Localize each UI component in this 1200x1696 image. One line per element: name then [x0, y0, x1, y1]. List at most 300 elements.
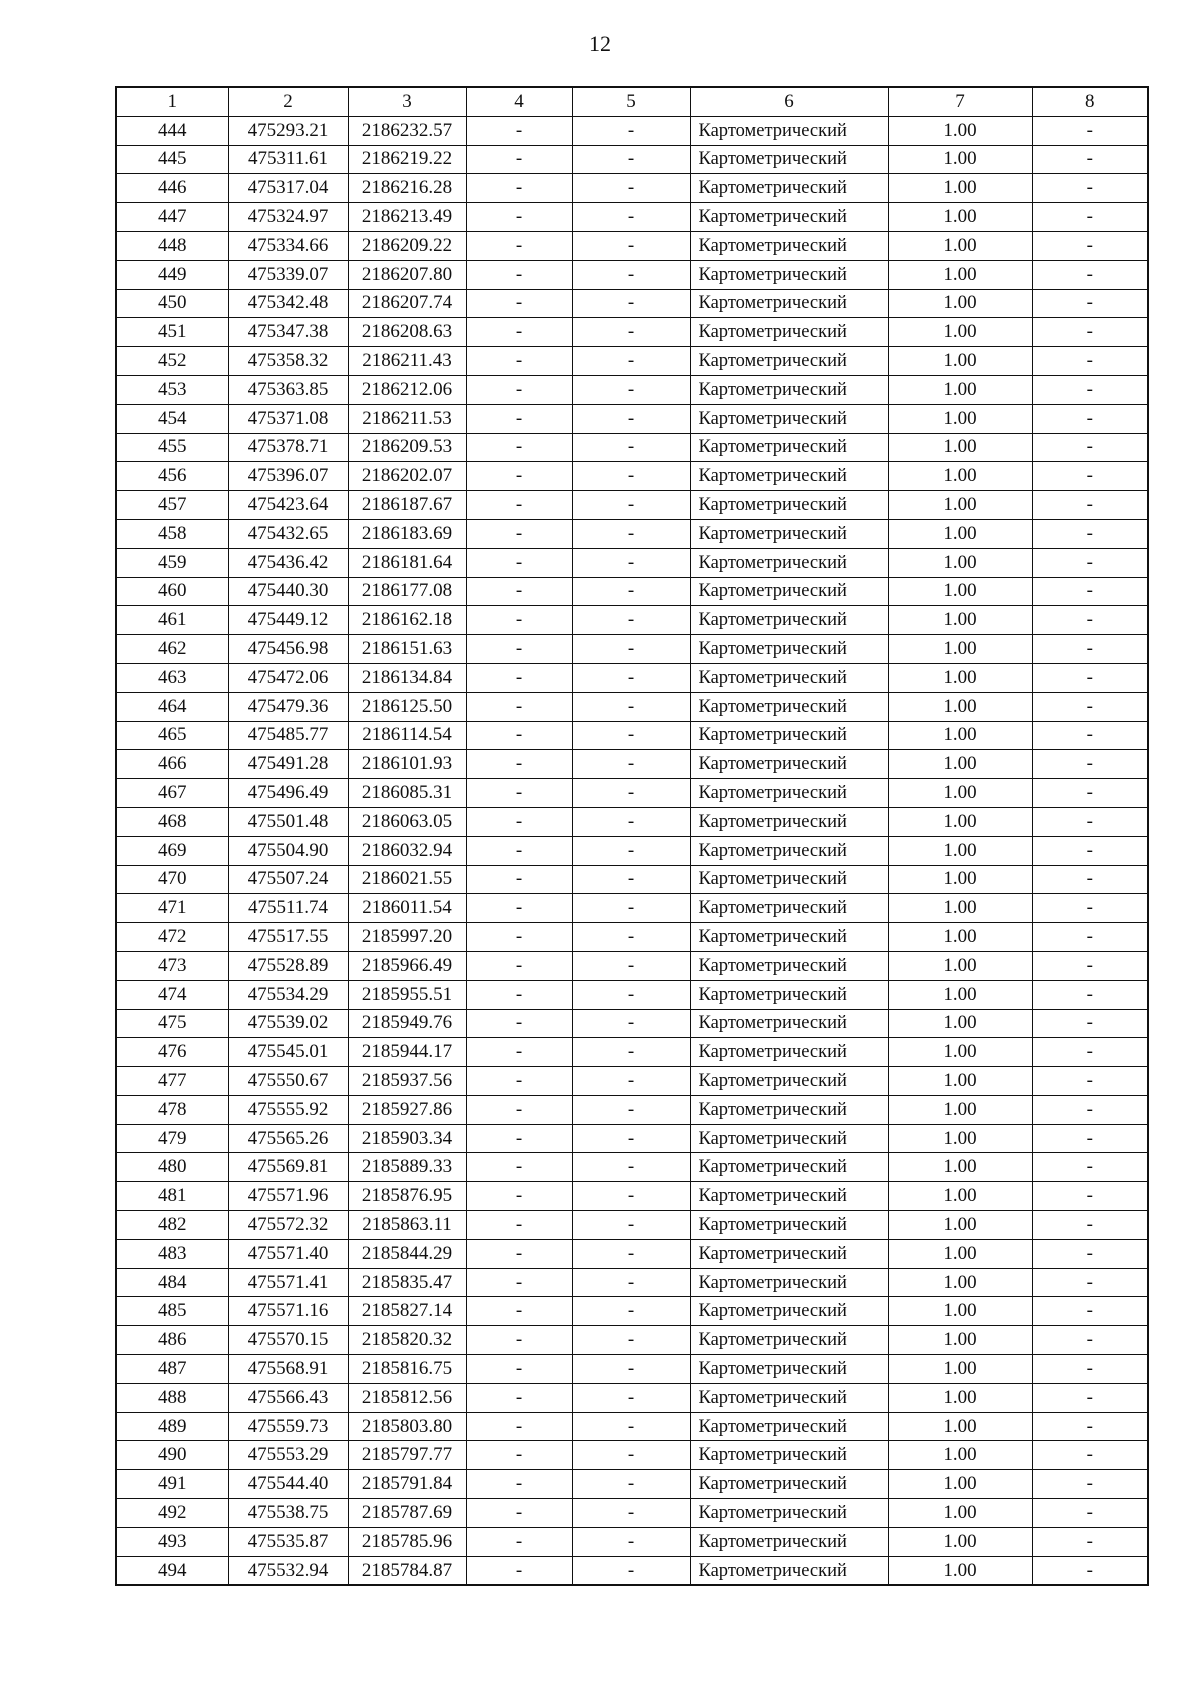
cell-point-number: 493 — [116, 1527, 228, 1556]
cell-x-coordinate: 475545.01 — [228, 1038, 348, 1067]
table-row — [116, 519, 1148, 548]
cell-col-4: - — [466, 663, 572, 692]
cell-col-8: - — [1032, 1499, 1148, 1528]
cell-col-8: - — [1032, 1095, 1148, 1124]
cell-point-number: 450 — [116, 289, 228, 318]
cell-method: Картометрический — [690, 231, 888, 260]
cell-method: Картометрический — [690, 318, 888, 347]
table-row — [116, 980, 1148, 1009]
cell-x-coordinate: 475440.30 — [228, 577, 348, 606]
cell-accuracy: 1.00 — [888, 1441, 1032, 1470]
cell-col-4: - — [466, 116, 572, 145]
cell-point-number: 456 — [116, 462, 228, 491]
cell-method: Картометрический — [690, 1124, 888, 1153]
cell-col-5: - — [572, 807, 690, 836]
cell-col-4: - — [466, 404, 572, 433]
cell-accuracy: 1.00 — [888, 260, 1032, 289]
table-row — [116, 1470, 1148, 1499]
cell-x-coordinate: 475571.16 — [228, 1297, 348, 1326]
cell-col-5: - — [572, 750, 690, 779]
cell-accuracy: 1.00 — [888, 1470, 1032, 1499]
cell-col-8: - — [1032, 1297, 1148, 1326]
cell-x-coordinate: 475569.81 — [228, 1153, 348, 1182]
cell-point-number: 486 — [116, 1326, 228, 1355]
cell-x-coordinate: 475371.08 — [228, 404, 348, 433]
cell-col-8: - — [1032, 433, 1148, 462]
cell-accuracy: 1.00 — [888, 663, 1032, 692]
cell-col-5: - — [572, 1268, 690, 1297]
table-row — [116, 836, 1148, 865]
cell-y-coordinate: 2185955.51 — [348, 980, 466, 1009]
cell-method: Картометрический — [690, 692, 888, 721]
cell-col-8: - — [1032, 1355, 1148, 1384]
cell-method: Картометрический — [690, 174, 888, 203]
cell-x-coordinate: 475538.75 — [228, 1499, 348, 1528]
cell-x-coordinate: 475496.49 — [228, 779, 348, 808]
cell-col-5: - — [572, 1556, 690, 1585]
cell-accuracy: 1.00 — [888, 548, 1032, 577]
cell-col-4: - — [466, 145, 572, 174]
cell-accuracy: 1.00 — [888, 116, 1032, 145]
cell-accuracy: 1.00 — [888, 1239, 1032, 1268]
cell-y-coordinate: 2186181.64 — [348, 548, 466, 577]
cell-point-number: 479 — [116, 1124, 228, 1153]
cell-y-coordinate: 2186114.54 — [348, 721, 466, 750]
table-row — [116, 951, 1148, 980]
cell-col-8: - — [1032, 980, 1148, 1009]
cell-col-8: - — [1032, 1211, 1148, 1240]
table-row — [116, 606, 1148, 635]
cell-point-number: 452 — [116, 347, 228, 376]
cell-col-4: - — [466, 289, 572, 318]
cell-method: Картометрический — [690, 779, 888, 808]
cell-col-8: - — [1032, 663, 1148, 692]
cell-col-4: - — [466, 577, 572, 606]
table-row — [116, 433, 1148, 462]
cell-accuracy: 1.00 — [888, 750, 1032, 779]
cell-accuracy: 1.00 — [888, 491, 1032, 520]
cell-accuracy: 1.00 — [888, 1355, 1032, 1384]
cell-y-coordinate: 2185787.69 — [348, 1499, 466, 1528]
cell-col-4: - — [466, 836, 572, 865]
cell-point-number: 458 — [116, 519, 228, 548]
table-row — [116, 375, 1148, 404]
cell-y-coordinate: 2186209.53 — [348, 433, 466, 462]
cell-y-coordinate: 2185927.86 — [348, 1095, 466, 1124]
table-row — [116, 289, 1148, 318]
cell-x-coordinate: 475491.28 — [228, 750, 348, 779]
cell-col-8: - — [1032, 1412, 1148, 1441]
cell-method: Картометрический — [690, 289, 888, 318]
table-row — [116, 1153, 1148, 1182]
cell-col-5: - — [572, 1441, 690, 1470]
cell-y-coordinate: 2186125.50 — [348, 692, 466, 721]
cell-point-number: 461 — [116, 606, 228, 635]
cell-point-number: 488 — [116, 1383, 228, 1412]
cell-method: Картометрический — [690, 491, 888, 520]
cell-col-8: - — [1032, 404, 1148, 433]
cell-col-8: - — [1032, 606, 1148, 635]
cell-col-4: - — [466, 1499, 572, 1528]
cell-accuracy: 1.00 — [888, 1124, 1032, 1153]
cell-method: Картометрический — [690, 519, 888, 548]
cell-y-coordinate: 2186021.55 — [348, 865, 466, 894]
header-cell-5: 5 — [572, 87, 690, 116]
cell-method: Картометрический — [690, 951, 888, 980]
cell-col-5: - — [572, 1499, 690, 1528]
cell-accuracy: 1.00 — [888, 721, 1032, 750]
cell-col-5: - — [572, 721, 690, 750]
cell-method: Картометрический — [690, 260, 888, 289]
cell-accuracy: 1.00 — [888, 519, 1032, 548]
cell-accuracy: 1.00 — [888, 203, 1032, 232]
cell-x-coordinate: 475485.77 — [228, 721, 348, 750]
cell-method: Картометрический — [690, 923, 888, 952]
cell-col-5: - — [572, 980, 690, 1009]
cell-y-coordinate: 2185835.47 — [348, 1268, 466, 1297]
cell-col-5: - — [572, 231, 690, 260]
cell-accuracy: 1.00 — [888, 1527, 1032, 1556]
cell-col-8: - — [1032, 491, 1148, 520]
table-row — [116, 577, 1148, 606]
cell-accuracy: 1.00 — [888, 1326, 1032, 1355]
cell-accuracy: 1.00 — [888, 231, 1032, 260]
cell-col-8: - — [1032, 894, 1148, 923]
cell-x-coordinate: 475535.87 — [228, 1527, 348, 1556]
cell-x-coordinate: 475553.29 — [228, 1441, 348, 1470]
cell-col-5: - — [572, 1124, 690, 1153]
cell-point-number: 477 — [116, 1067, 228, 1096]
cell-accuracy: 1.00 — [888, 1499, 1032, 1528]
table-row — [116, 1556, 1148, 1585]
cell-col-8: - — [1032, 750, 1148, 779]
cell-accuracy: 1.00 — [888, 951, 1032, 980]
cell-col-8: - — [1032, 1239, 1148, 1268]
cell-method: Картометрический — [690, 980, 888, 1009]
cell-accuracy: 1.00 — [888, 1009, 1032, 1038]
cell-col-5: - — [572, 1211, 690, 1240]
cell-col-4: - — [466, 1297, 572, 1326]
header-cell-2: 2 — [228, 87, 348, 116]
cell-method: Картометрический — [690, 1009, 888, 1038]
cell-method: Картометрический — [690, 548, 888, 577]
cell-point-number: 480 — [116, 1153, 228, 1182]
table-row — [116, 1499, 1148, 1528]
cell-x-coordinate: 475436.42 — [228, 548, 348, 577]
cell-point-number: 445 — [116, 145, 228, 174]
cell-y-coordinate: 2185812.56 — [348, 1383, 466, 1412]
cell-col-4: - — [466, 519, 572, 548]
cell-col-4: - — [466, 462, 572, 491]
cell-method: Картометрический — [690, 1470, 888, 1499]
table-row — [116, 1383, 1148, 1412]
cell-point-number: 470 — [116, 865, 228, 894]
cell-point-number: 485 — [116, 1297, 228, 1326]
cell-accuracy: 1.00 — [888, 807, 1032, 836]
cell-y-coordinate: 2185966.49 — [348, 951, 466, 980]
cell-accuracy: 1.00 — [888, 1297, 1032, 1326]
cell-col-4: - — [466, 692, 572, 721]
cell-method: Картометрический — [690, 462, 888, 491]
cell-accuracy: 1.00 — [888, 1095, 1032, 1124]
table-row — [116, 721, 1148, 750]
cell-col-5: - — [572, 1182, 690, 1211]
cell-y-coordinate: 2186011.54 — [348, 894, 466, 923]
table-row — [116, 1527, 1148, 1556]
table-row — [116, 116, 1148, 145]
cell-col-5: - — [572, 1326, 690, 1355]
coordinates-table — [115, 86, 1149, 1586]
cell-point-number: 462 — [116, 635, 228, 664]
cell-accuracy: 1.00 — [888, 577, 1032, 606]
cell-col-8: - — [1032, 1326, 1148, 1355]
cell-x-coordinate: 475363.85 — [228, 375, 348, 404]
cell-x-coordinate: 475378.71 — [228, 433, 348, 462]
cell-method: Картометрический — [690, 721, 888, 750]
cell-method: Картометрический — [690, 1355, 888, 1384]
table-row — [116, 750, 1148, 779]
cell-col-8: - — [1032, 1182, 1148, 1211]
table-row — [116, 491, 1148, 520]
cell-method: Картометрический — [690, 404, 888, 433]
cell-method: Картометрический — [690, 203, 888, 232]
cell-col-4: - — [466, 980, 572, 1009]
cell-accuracy: 1.00 — [888, 1268, 1032, 1297]
cell-method: Картометрический — [690, 750, 888, 779]
cell-col-8: - — [1032, 375, 1148, 404]
table-row — [116, 1009, 1148, 1038]
cell-col-5: - — [572, 894, 690, 923]
cell-accuracy: 1.00 — [888, 1038, 1032, 1067]
cell-col-4: - — [466, 606, 572, 635]
cell-col-5: - — [572, 1527, 690, 1556]
cell-y-coordinate: 2185791.84 — [348, 1470, 466, 1499]
cell-method: Картометрический — [690, 865, 888, 894]
cell-accuracy: 1.00 — [888, 1067, 1032, 1096]
cell-method: Картометрический — [690, 663, 888, 692]
cell-y-coordinate: 2185820.32 — [348, 1326, 466, 1355]
table-row — [116, 663, 1148, 692]
cell-col-5: - — [572, 347, 690, 376]
cell-col-8: - — [1032, 1038, 1148, 1067]
table-row — [116, 203, 1148, 232]
cell-col-4: - — [466, 779, 572, 808]
cell-accuracy: 1.00 — [888, 692, 1032, 721]
cell-x-coordinate: 475324.97 — [228, 203, 348, 232]
table-row — [116, 1355, 1148, 1384]
cell-point-number: 482 — [116, 1211, 228, 1240]
cell-x-coordinate: 475528.89 — [228, 951, 348, 980]
cell-y-coordinate: 2185784.87 — [348, 1556, 466, 1585]
cell-point-number: 489 — [116, 1412, 228, 1441]
header-cell-6: 6 — [690, 87, 888, 116]
cell-method: Картометрический — [690, 1412, 888, 1441]
cell-x-coordinate: 475311.61 — [228, 145, 348, 174]
cell-col-4: - — [466, 721, 572, 750]
cell-col-4: - — [466, 1182, 572, 1211]
cell-col-4: - — [466, 1067, 572, 1096]
table-row — [116, 260, 1148, 289]
cell-col-5: - — [572, 1153, 690, 1182]
cell-point-number: 474 — [116, 980, 228, 1009]
cell-point-number: 457 — [116, 491, 228, 520]
cell-point-number: 466 — [116, 750, 228, 779]
cell-x-coordinate: 475432.65 — [228, 519, 348, 548]
cell-col-8: - — [1032, 865, 1148, 894]
cell-x-coordinate: 475501.48 — [228, 807, 348, 836]
header-cell-3: 3 — [348, 87, 466, 116]
cell-method: Картометрический — [690, 1067, 888, 1096]
cell-y-coordinate: 2186151.63 — [348, 635, 466, 664]
cell-x-coordinate: 475472.06 — [228, 663, 348, 692]
table-row — [116, 548, 1148, 577]
cell-col-4: - — [466, 923, 572, 952]
cell-point-number: 471 — [116, 894, 228, 923]
table-row — [116, 1124, 1148, 1153]
cell-col-4: - — [466, 1556, 572, 1585]
cell-y-coordinate: 2185903.34 — [348, 1124, 466, 1153]
cell-accuracy: 1.00 — [888, 836, 1032, 865]
cell-x-coordinate: 475347.38 — [228, 318, 348, 347]
cell-col-5: - — [572, 491, 690, 520]
cell-point-number: 494 — [116, 1556, 228, 1585]
cell-col-4: - — [466, 635, 572, 664]
cell-x-coordinate: 475571.96 — [228, 1182, 348, 1211]
cell-x-coordinate: 475334.66 — [228, 231, 348, 260]
cell-col-5: - — [572, 1355, 690, 1384]
table-row — [116, 1297, 1148, 1326]
cell-col-8: - — [1032, 231, 1148, 260]
cell-point-number: 492 — [116, 1499, 228, 1528]
table-row — [116, 1412, 1148, 1441]
cell-method: Картометрический — [690, 1527, 888, 1556]
cell-col-5: - — [572, 548, 690, 577]
table-row — [116, 1182, 1148, 1211]
cell-x-coordinate: 475571.40 — [228, 1239, 348, 1268]
header-row — [116, 87, 1148, 116]
cell-method: Картометрический — [690, 1268, 888, 1297]
cell-y-coordinate: 2186085.31 — [348, 779, 466, 808]
cell-x-coordinate: 475544.40 — [228, 1470, 348, 1499]
cell-point-number: 464 — [116, 692, 228, 721]
cell-accuracy: 1.00 — [888, 635, 1032, 664]
cell-y-coordinate: 2186213.49 — [348, 203, 466, 232]
cell-col-8: - — [1032, 1153, 1148, 1182]
cell-col-8: - — [1032, 203, 1148, 232]
cell-col-8: - — [1032, 1556, 1148, 1585]
cell-y-coordinate: 2186212.06 — [348, 375, 466, 404]
cell-point-number: 459 — [116, 548, 228, 577]
cell-method: Картометрический — [690, 1239, 888, 1268]
cell-y-coordinate: 2185889.33 — [348, 1153, 466, 1182]
table-row — [116, 347, 1148, 376]
cell-point-number: 468 — [116, 807, 228, 836]
cell-point-number: 444 — [116, 116, 228, 145]
cell-col-5: - — [572, 1067, 690, 1096]
cell-method: Картометрический — [690, 116, 888, 145]
cell-y-coordinate: 2185949.76 — [348, 1009, 466, 1038]
cell-col-8: - — [1032, 145, 1148, 174]
cell-y-coordinate: 2185844.29 — [348, 1239, 466, 1268]
cell-point-number: 460 — [116, 577, 228, 606]
cell-col-8: - — [1032, 635, 1148, 664]
cell-accuracy: 1.00 — [888, 145, 1032, 174]
cell-x-coordinate: 475571.41 — [228, 1268, 348, 1297]
cell-col-5: - — [572, 1095, 690, 1124]
cell-method: Картометрический — [690, 375, 888, 404]
cell-accuracy: 1.00 — [888, 462, 1032, 491]
cell-col-5: - — [572, 1383, 690, 1412]
cell-method: Картометрический — [690, 1038, 888, 1067]
cell-y-coordinate: 2185944.17 — [348, 1038, 466, 1067]
cell-col-4: - — [466, 1095, 572, 1124]
table-row — [116, 635, 1148, 664]
cell-col-5: - — [572, 375, 690, 404]
cell-x-coordinate: 475566.43 — [228, 1383, 348, 1412]
cell-x-coordinate: 475550.67 — [228, 1067, 348, 1096]
cell-col-5: - — [572, 577, 690, 606]
header-cell-7: 7 — [888, 87, 1032, 116]
cell-col-4: - — [466, 1009, 572, 1038]
cell-col-5: - — [572, 635, 690, 664]
cell-x-coordinate: 475555.92 — [228, 1095, 348, 1124]
cell-y-coordinate: 2185997.20 — [348, 923, 466, 952]
cell-y-coordinate: 2185827.14 — [348, 1297, 466, 1326]
table-row — [116, 923, 1148, 952]
cell-col-5: - — [572, 116, 690, 145]
cell-col-4: - — [466, 347, 572, 376]
cell-point-number: 481 — [116, 1182, 228, 1211]
cell-y-coordinate: 2186063.05 — [348, 807, 466, 836]
cell-col-5: - — [572, 1009, 690, 1038]
cell-col-5: - — [572, 174, 690, 203]
cell-accuracy: 1.00 — [888, 1182, 1032, 1211]
cell-x-coordinate: 475317.04 — [228, 174, 348, 203]
cell-col-8: - — [1032, 923, 1148, 952]
cell-col-5: - — [572, 663, 690, 692]
cell-col-4: - — [466, 203, 572, 232]
cell-y-coordinate: 2185876.95 — [348, 1182, 466, 1211]
table-row — [116, 692, 1148, 721]
cell-col-8: - — [1032, 1009, 1148, 1038]
cell-accuracy: 1.00 — [888, 1153, 1032, 1182]
cell-x-coordinate: 475339.07 — [228, 260, 348, 289]
cell-accuracy: 1.00 — [888, 1211, 1032, 1240]
cell-method: Картометрический — [690, 1556, 888, 1585]
table-row — [116, 1211, 1148, 1240]
table-header — [116, 87, 1148, 116]
cell-y-coordinate: 2186216.28 — [348, 174, 466, 203]
cell-col-5: - — [572, 203, 690, 232]
cell-point-number: 475 — [116, 1009, 228, 1038]
cell-method: Картометрический — [690, 635, 888, 664]
cell-point-number: 454 — [116, 404, 228, 433]
table-row — [116, 174, 1148, 203]
cell-y-coordinate: 2185863.11 — [348, 1211, 466, 1240]
cell-y-coordinate: 2186232.57 — [348, 116, 466, 145]
cell-method: Картометрический — [690, 1211, 888, 1240]
cell-col-8: - — [1032, 347, 1148, 376]
cell-y-coordinate: 2186207.74 — [348, 289, 466, 318]
cell-col-4: - — [466, 1239, 572, 1268]
cell-col-4: - — [466, 807, 572, 836]
cell-x-coordinate: 475511.74 — [228, 894, 348, 923]
table-row — [116, 807, 1148, 836]
cell-x-coordinate: 475572.32 — [228, 1211, 348, 1240]
table-row — [116, 894, 1148, 923]
cell-col-5: - — [572, 462, 690, 491]
cell-y-coordinate: 2186162.18 — [348, 606, 466, 635]
